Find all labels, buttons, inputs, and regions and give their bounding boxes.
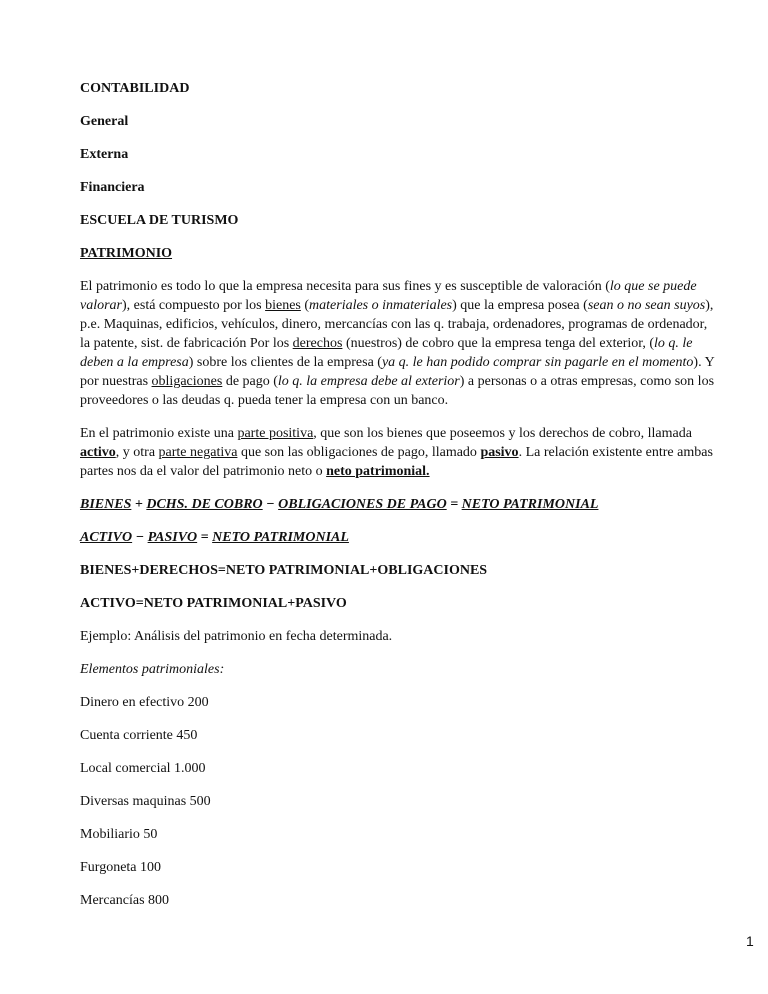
formula-bienes: BIENES + DCHS. DE COBRO − OBLIGACIONES DE PAGO = NETO PATRIMONIAL xyxy=(80,497,599,512)
element-item: Diversas maquinas 500 xyxy=(80,794,211,809)
element-item: Dinero en efectivo 200 xyxy=(80,695,209,710)
section-title: PATRIMONIO xyxy=(80,246,173,261)
heading-contabilidad: CONTABILIDAD xyxy=(80,81,190,96)
heading-escuela: ESCUELA DE TURISMO xyxy=(80,213,239,228)
page-number: 1 xyxy=(746,933,754,949)
elements-title: Elementos patrimoniales: xyxy=(80,662,225,677)
formula-bienes-derechos: BIENES+DERECHOS=NETO PATRIMONIAL+OBLIGACIONES xyxy=(80,563,488,578)
element-item: Local comercial 1.000 xyxy=(80,761,206,776)
document-page xyxy=(80,79,720,924)
element-item: Cuenta corriente 450 xyxy=(80,728,198,743)
paragraph-definition: El patrimonio es todo lo que la empresa necesita para sus fines y es susceptible de valoración (lo que se puede valorar), está compuesto por los bienes (materiales o inmateriales) que la empresa posea (sean o no sean suyos), p.e. Maquinas, edificios, vehículos, dinero, mercancías con las q. trabaja, ordenadores, programas de ordenador, la patente, sist. de fabricación Por los derechos (nuestros) de cobro que la empresa tenga del exterior, (lo q. le deben a la empresa) sobre los clientes de la empresa (ya q. le han podido comprar sin pagarle en el momento). Y por nuestras obligaciones de pago (lo q. la empresa debe al exterior) a personas o a otras empresas, como son los proveedores o las deudas q. pueda tener la empresa con un banco. xyxy=(80,279,715,408)
heading-general: General xyxy=(80,114,129,129)
element-item: Furgoneta 100 xyxy=(80,860,162,875)
element-item: Mobiliario 50 xyxy=(80,827,158,842)
formula-activo-pasivo: ACTIVO=NETO PATRIMONIAL+PASIVO xyxy=(80,596,347,611)
element-item: Mercancías 800 xyxy=(80,893,170,908)
example-text: Ejemplo: Análisis del patrimonio en fecha determinada. xyxy=(80,629,393,644)
paragraph-parts: En el patrimonio existe una parte positiva, que son los bienes que poseemos y los derechos de cobro, llamada activo, y otra parte negativa que son las obligaciones de pago, llamado pasivo. La relación existente entre ambas partes nos da el valor del patrimonio neto o neto patrimonial. xyxy=(80,426,713,479)
heading-externa: Externa xyxy=(80,147,129,162)
heading-financiera: Financiera xyxy=(80,180,145,195)
formula-activo: ACTIVO − PASIVO = NETO PATRIMONIAL xyxy=(80,530,349,545)
